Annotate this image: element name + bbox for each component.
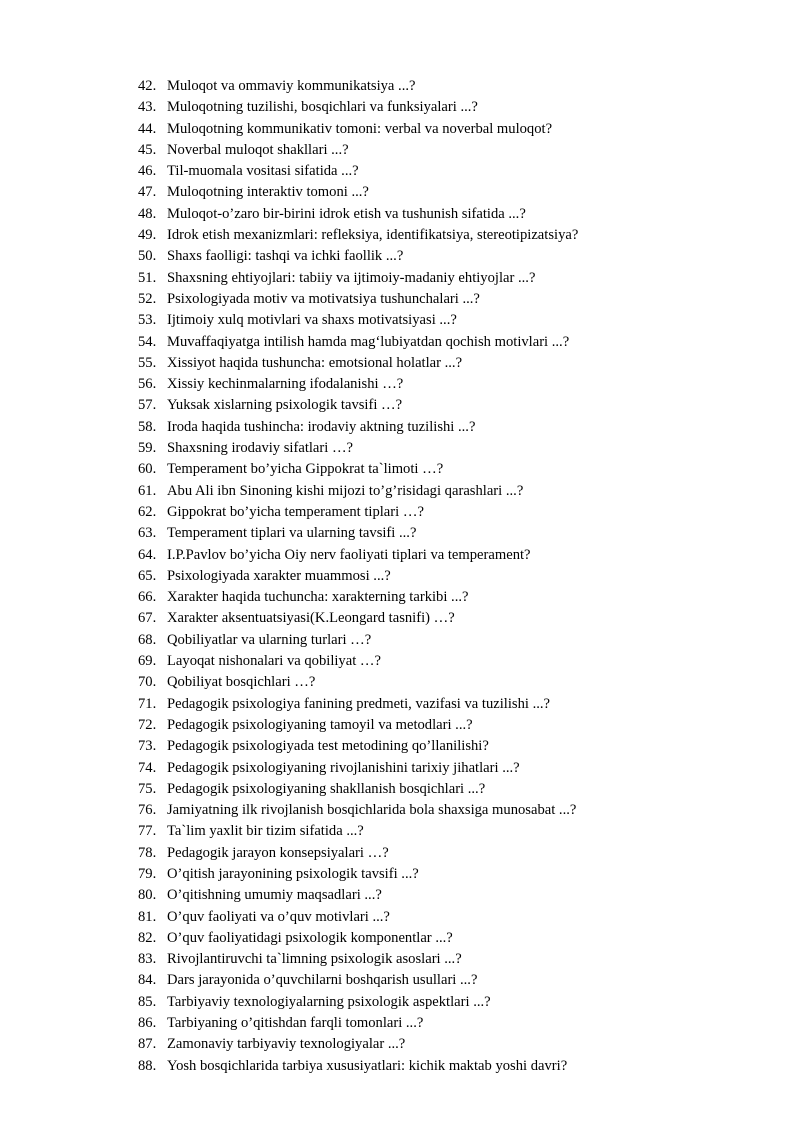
question-item xyxy=(138,821,578,842)
question-text: Idrok etish mexanizmlari: refleksiya, identifikatsiya, stereotipizatsiya? xyxy=(167,227,579,244)
question-item xyxy=(138,395,578,416)
question-text: Muloqot-o’zaro bir-birini idrok etish va tushunish sifatida ...? xyxy=(167,205,526,222)
question-text: O’quv faoliyati va o’quv motivlari ...? xyxy=(167,908,390,925)
question-item xyxy=(138,459,578,480)
question-item xyxy=(138,907,578,928)
question-text: Jamiyatning ilk rivojlanish bosqichlarida bola shaxsiga munosabat ...? xyxy=(167,802,577,819)
question-text: O’qitish jarayonining psixologik tavsifi ...? xyxy=(167,865,419,882)
question-number: 46. xyxy=(138,163,157,180)
question-item xyxy=(138,672,578,693)
question-number: 51. xyxy=(138,269,157,286)
question-text: Noverbal muloqot shakllari ...? xyxy=(167,141,349,158)
question-text: Pedagogik jarayon konsepsiyalari …? xyxy=(167,844,389,861)
question-number: 50. xyxy=(138,248,157,265)
question-number: 78. xyxy=(138,844,157,861)
question-text: Muloqotning tuzilishi, bosqichlari va funksiyalari ...? xyxy=(167,99,478,116)
question-number: 83. xyxy=(138,951,157,968)
question-number: 82. xyxy=(138,929,157,946)
question-number: 57. xyxy=(138,397,157,414)
question-item xyxy=(138,694,578,715)
question-item xyxy=(138,76,578,97)
question-item xyxy=(138,545,578,566)
question-number: 58. xyxy=(138,418,157,435)
question-item xyxy=(138,1056,578,1077)
question-number: 47. xyxy=(138,184,157,201)
question-number: 86. xyxy=(138,1015,157,1032)
question-item xyxy=(138,736,578,757)
question-text: Pedagogik psixologiya fanining predmeti, vazifasi va tuzilishi ...? xyxy=(167,695,551,712)
question-number: 64. xyxy=(138,546,157,563)
question-text: Ta`lim yaxlit bir tizim sifatida ...? xyxy=(167,823,364,840)
question-item xyxy=(138,566,578,587)
question-item xyxy=(138,374,578,395)
question-number: 62. xyxy=(138,503,157,520)
question-text: Gippokrat bo’yicha temperament tiplari …? xyxy=(167,503,424,520)
question-number: 49. xyxy=(138,227,157,244)
question-text: Pedagogik psixologiyaning shakllanish bosqichlari ...? xyxy=(167,780,486,797)
question-number: 45. xyxy=(138,141,157,158)
question-text: Xarakter haqida tuchuncha: xarakterning tarkibi ...? xyxy=(167,589,469,606)
question-item xyxy=(138,140,578,161)
question-text: Shaxsning ehtiyojlari: tabiiy va ijtimoiy-madaniy ehtiyojlar ...? xyxy=(167,269,536,286)
question-item xyxy=(138,246,578,267)
question-text: Xissiyot haqida tushuncha: emotsional holatlar ...? xyxy=(167,354,463,371)
question-item xyxy=(138,182,578,203)
question-item xyxy=(138,800,578,821)
question-item xyxy=(138,502,578,523)
question-number: 79. xyxy=(138,865,157,882)
question-item xyxy=(138,587,578,608)
question-text: Muloqot va ommaviy kommunikatsiya ...? xyxy=(167,78,416,94)
question-item xyxy=(138,438,578,459)
question-item xyxy=(138,651,578,672)
question-item xyxy=(138,225,578,246)
question-number: 52. xyxy=(138,290,157,307)
question-number: 84. xyxy=(138,972,157,989)
question-text: Psixologiyada xarakter muammosi ...? xyxy=(167,567,391,584)
question-item xyxy=(138,332,578,353)
question-item xyxy=(138,1013,578,1034)
question-number: 81. xyxy=(138,908,157,925)
question-item xyxy=(138,949,578,970)
question-item xyxy=(138,119,578,140)
question-item xyxy=(138,843,578,864)
question-number: 73. xyxy=(138,738,157,755)
question-text: Xarakter aksentuatsiyasi(K.Leongard tasnifi) …? xyxy=(167,610,455,627)
question-number: 43. xyxy=(138,99,157,116)
question-number: 76. xyxy=(138,802,157,819)
question-item xyxy=(138,715,578,736)
question-text: Qobiliyatlar va ularning turlari …? xyxy=(167,631,372,648)
question-item xyxy=(138,481,578,502)
question-text: Abu Ali ibn Sinoning kishi mijozi to’g’risidagi qarashlari ...? xyxy=(167,482,524,499)
question-text: Dars jarayonida o’quvchilarni boshqarish usullari ...? xyxy=(167,972,478,989)
question-number: 77. xyxy=(138,823,157,840)
question-number: 44. xyxy=(138,120,157,137)
question-item xyxy=(138,864,578,885)
question-number: 65. xyxy=(138,567,157,584)
question-item xyxy=(138,353,578,374)
question-text: Qobiliyat bosqichlari …? xyxy=(167,674,316,691)
question-number: 66. xyxy=(138,589,157,606)
question-text: Yuksak xislarning psixologik tavsifi …? xyxy=(167,397,403,414)
question-number: 85. xyxy=(138,993,157,1010)
question-item xyxy=(138,523,578,544)
question-number: 55. xyxy=(138,354,157,371)
question-number: 63. xyxy=(138,525,157,542)
question-number: 54. xyxy=(138,333,157,350)
question-item xyxy=(138,608,578,629)
question-number: 71. xyxy=(138,695,157,712)
question-number: 80. xyxy=(138,887,157,904)
question-number: 53. xyxy=(138,312,157,329)
question-number: 72. xyxy=(138,716,157,733)
question-number: 61. xyxy=(138,482,157,499)
question-text: I.P.Pavlov bo’yicha Oiy nerv faoliyati tiplari va temperament? xyxy=(167,546,531,563)
question-text: Til-muomala vositasi sifatida ...? xyxy=(167,163,359,180)
question-text: Muvaffaqiyatga intilish hamda mag‘lubiyatdan qochish motivlari ...? xyxy=(167,333,570,350)
question-item xyxy=(138,161,578,182)
question-number: 87. xyxy=(138,1036,157,1053)
question-item xyxy=(138,758,578,779)
question-item xyxy=(138,97,578,118)
question-text: Ijtimoiy xulq motivlari va shaxs motivatsiyasi ...? xyxy=(167,312,457,329)
question-number: 48. xyxy=(138,205,157,222)
question-text: Rivojlantiruvchi ta`limning psixologik asoslari ...? xyxy=(167,951,462,968)
question-item xyxy=(138,289,578,310)
question-number: 88. xyxy=(138,1057,157,1074)
question-number: 67. xyxy=(138,610,157,627)
question-number: 56. xyxy=(138,376,157,393)
question-item xyxy=(138,417,578,438)
question-text: Psixologiyada motiv va motivatsiya tushunchalari ...? xyxy=(167,290,480,307)
question-text: Tarbiyaning o’qitishdan farqli tomonlari ...? xyxy=(167,1015,424,1032)
question-number: 69. xyxy=(138,653,157,670)
question-item xyxy=(138,885,578,906)
question-text: Layoqat nishonalari va qobiliyat …? xyxy=(167,653,381,670)
question-text: Pedagogik psixologiyada test metodining qo’llanilishi? xyxy=(167,738,489,755)
question-number: 70. xyxy=(138,674,157,691)
question-text: Tarbiyaviy texnologiyalarning psixologik aspektlari ...? xyxy=(167,993,491,1010)
question-text: O’quv faoliyatidagi psixologik komponentlar ...? xyxy=(167,929,453,946)
question-item xyxy=(138,204,578,225)
question-item xyxy=(138,268,578,289)
question-text: Shaxsning irodaviy sifatlari …? xyxy=(167,440,354,457)
question-item xyxy=(138,992,578,1013)
question-text: Xissiy kechinmalarning ifodalanishi …? xyxy=(167,376,404,393)
question-text: Muloqotning kommunikativ tomoni: verbal va noverbal muloqot? xyxy=(167,120,553,137)
question-text: Muloqotning interaktiv tomoni ...? xyxy=(167,184,369,201)
question-item xyxy=(138,779,578,800)
question-number: 60. xyxy=(138,461,157,478)
question-number: 74. xyxy=(138,759,157,776)
question-text: Iroda haqida tushincha: irodaviy aktning tuzilishi ...? xyxy=(167,418,476,435)
question-item xyxy=(138,970,578,991)
question-number: 75. xyxy=(138,780,157,797)
question-text: Yosh bosqichlarida tarbiya xususiyatlari: kichik maktab yoshi davri? xyxy=(167,1057,568,1074)
question-item xyxy=(138,310,578,331)
question-list xyxy=(138,76,578,1077)
question-text: Pedagogik psixologiyaning tamoyil va metodlari ...? xyxy=(167,716,473,733)
question-text: Temperament bo’yicha Gippokrat ta`limoti …? xyxy=(167,461,444,478)
question-number: 68. xyxy=(138,631,157,648)
question-text: Temperament tiplari va ularning tavsifi ...? xyxy=(167,525,417,542)
question-item xyxy=(138,1034,578,1055)
question-item xyxy=(138,928,578,949)
question-text: O’qitishning umumiy maqsadlari ...? xyxy=(167,887,382,904)
question-text: Pedagogik psixologiyaning rivojlanishini tarixiy jihatlari ...? xyxy=(167,759,520,776)
question-number: 42. xyxy=(138,78,157,94)
question-text: Shaxs faolligi: tashqi va ichki faollik ...? xyxy=(167,248,404,265)
question-item xyxy=(138,630,578,651)
question-text: Zamonaviy tarbiyaviy texnologiyalar ...? xyxy=(167,1036,406,1053)
question-number: 59. xyxy=(138,440,157,457)
